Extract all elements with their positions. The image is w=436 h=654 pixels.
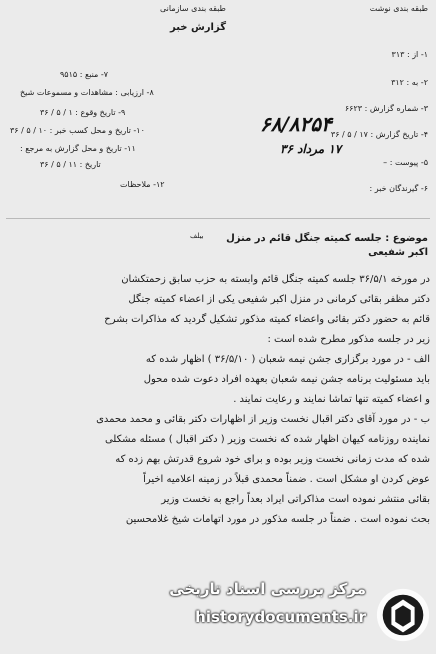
classification-header: طبقه بندی نوشت (369, 4, 428, 13)
body-line: ب - در مورد آقای دکتر اقبال نخست وزیر از اظهارات دکتر بقائی و محمد محمدی (96, 414, 430, 425)
body-line: عوض کردن او مشکل است . ضمناً محمدی قبلاً در زمینه اعلامیه اخیراً (143, 474, 430, 485)
handwritten-number: ۶۸/۸۲۵۴ (260, 112, 332, 136)
body-line: قائم به حضور دکتر بقائی واعضاء کمیته مذکور تشکیل گردید که مذاکرات بشرح (104, 314, 430, 325)
body-line: الف - در مورد برگزاری جشن نیمه شعبان ( ۳۶/۵/۱۰ ) اظهار شده که (145, 354, 430, 365)
subject-line-2: اکبر شفیعی (368, 247, 428, 258)
body-line: بقائی منتشر نموده است مذاکراتی ایراد بعداً راجع به نخست وزیر (161, 494, 430, 505)
field-to: ۲- به : ۳۱۲ (391, 78, 428, 87)
field-recipients: ۶- گیرندگان خبر : (369, 184, 428, 193)
field-delivery-date: تاریخ : ۱۱ / ۵ / ۳۶ (40, 160, 101, 169)
field-evaluation: ۸- ارزیابی : مشاهدات و مسموعات شیخ (20, 88, 154, 97)
body-line: دکتر مظفر بقائی کرمانی در منزل اکبر شفیعی یکی از اعضاء کمیته جنگل (128, 294, 430, 305)
body-line: در مورخه ۳۶/۵/۱ جلسه کمیته جنگل قائم وابسته به حزب سابق زحمتکشان (121, 274, 430, 285)
field-from: ۱- از : ۳۱۳ (391, 50, 428, 59)
field-acquisition: ۱۰- تاریخ و محل کسب خبر : ۱۰ / ۵ / ۳۶ (10, 126, 145, 135)
field-attachment: ۵- پیوست : – (383, 158, 428, 167)
field-event-date: ۹- تاریخ وقوع : ۱ / ۵ / ۳۶ (40, 108, 126, 117)
document-title: گزارش خبر (170, 22, 227, 33)
divider (6, 218, 430, 219)
side-note: بیلف (190, 232, 204, 240)
body-line: باید مسئولیت برنامه جشن نیمه شعبان بعهده افراد دعوت شده محول (143, 374, 430, 385)
body-line: و اعضاء کمیته تنها تماشا نمایند و رعایت نمایند . (233, 394, 430, 405)
watermark-url: historydocuments.ir (195, 608, 366, 626)
subject-line: موضوع : جلسه کمیته جنگل قائم در منزل (226, 233, 428, 244)
watermark (108, 580, 436, 654)
body-line: بحث نموده است . ضمناً در جلسه مذکور در مورد اتهامات شیخ غلامحسین (125, 514, 430, 525)
watermark-title: مرکز بررسی اسناد تاریخی (169, 580, 366, 598)
handwritten-date: ۱۷ مرداد ۳۶ (280, 142, 342, 156)
field-delivery: ۱۱- تاریخ و محل گزارش به مرجع : (20, 144, 136, 153)
field-remarks: ۱۲- ملاحظات (120, 180, 165, 189)
field-source: ۷- منبع : ۹۵۱۵ (60, 70, 109, 79)
archive-logo-icon (374, 586, 432, 644)
report-body (6, 270, 430, 530)
body-line: نماینده روزنامه کیهان اظهار شده که نخست وزیر ( دکتر اقبال ) مسئله مشکلی (104, 434, 430, 445)
field-report-number: ۳- شماره گزارش : ۶۶۲۳ (344, 104, 428, 113)
body-line: شده که مدت زمانی نخست وزیر بوده و برای خود شروع قدرتش بهم زده که (115, 454, 430, 465)
org-classification: طبقه بندی سازمانی (160, 4, 226, 13)
body-line: زیر در جلسه مذکور مطرح شده است : (267, 334, 430, 345)
field-report-date: ۴- تاریخ گزارش : ۱۷ / ۵ / ۳۶ (330, 130, 428, 139)
